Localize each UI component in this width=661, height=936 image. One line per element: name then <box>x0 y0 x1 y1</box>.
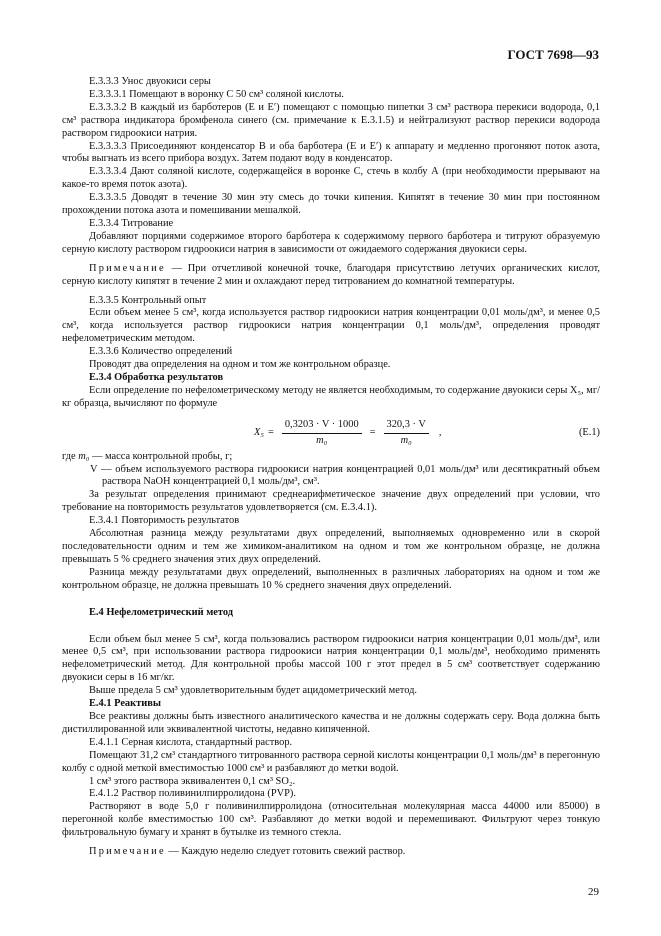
paragraph: Разница между результатами двух определений, выполненных в различных лабораториях на одном и том же контрольном образце, не должна превышать 10 % среднего значения двух определений. <box>62 566 600 591</box>
formula-fraction <box>384 419 429 448</box>
paragraph: Е.4.1.1 Серная кислота, стандартный раствор. <box>89 736 293 748</box>
paragraph: Е.3.3.5 Контрольный опыт <box>89 294 207 306</box>
note-text: — Каждую неделю следует готовить свежий раствор. <box>165 846 406 858</box>
paragraph: Е.3.3.6 Количество определений <box>89 346 233 358</box>
term-m0: m₀ <box>78 450 90 462</box>
page-number: 29 <box>588 886 599 898</box>
note-label: Примечание <box>89 262 166 274</box>
definition-text: — объем используемого раствора гидроокиси натрия концентрацией 0,01 моль/дм³ или десятикратный объем раствора NaOH концентрацией 0,1 моль/дм³, см³. <box>97 463 600 488</box>
paragraph: Е.3.3.3.4 Дают соляной кислоте, содержащейся в воронке С, стечь в колбу А (при необходимости прерывают на какое-то время поток азота). <box>62 166 600 191</box>
paragraph: Е.4.1.2 Раствор поливинилпирролидона (PVP). <box>89 788 296 800</box>
formula-fraction <box>282 419 362 448</box>
formula-denominator: m₀ <box>316 434 328 446</box>
paragraph: Все реактивы должны быть известного аналитического качества и не должны содержать серу. Вода должна быть дистиллированной или эквивалентной чистоты, недавно кипяченной. <box>62 710 600 735</box>
note <box>62 846 600 859</box>
paragraph: Помещают 31,2 см³ стандартного титрованного раствора серной кислоты концентрации 0,1 моль/дм³ в перегонную колбу с одной меткой вместимостью 1000 см³ и разбавляют до метки водой. <box>62 749 600 774</box>
formula-equals: = <box>369 426 376 438</box>
note-text: — При отчетливой конечной точке, благодаря присутствию летучих органических кислот, серную кислоту кипятят в течение 2 мин и охлаждают перед титрованием до комнатной температуры. <box>62 262 600 287</box>
formula-lhs: X₅ <box>254 426 264 438</box>
paragraph: Е.3.4.1 Повторимость результатов <box>89 515 240 527</box>
term-v: V <box>90 463 98 475</box>
definition-m0 <box>62 451 600 464</box>
paragraph: Проводят два определения на одном и том же контрольном образце. <box>89 359 391 371</box>
paragraph: Выше предела 5 см³ удовлетворительным будет ацидометрический метод. <box>89 685 417 697</box>
paragraph: Если объем менее 5 см³, когда используется раствор гидроокиси натрия концентрации 0,01 моль/дм³, и менее 0,5 см³, когда используется раствор гидроокиси натрия концентрации 0,1 моль/дм³, определения проводят нефелометрическим методом. <box>62 307 600 345</box>
page-header-standard-code: ГОСТ 7698—93 <box>507 47 599 62</box>
paragraph: Е.3.3.3.5 Доводят в течение 30 мин эту смесь до точки кипения. Кипятят в течение 30 мин при постоянном прохождении потока азота и помешивании мешалкой. <box>62 192 600 217</box>
formula-number: (Е.1) <box>578 426 600 438</box>
paragraph: Если объем был менее 5 см³, когда пользовались раствором гидроокиси натрия концентрации 0,01 моль/дм³, или менее 0,5 см³, при использовании раствора гидроокиси натрия концентрации 0,1 моль/дм³, необходимо применять нефелометрический метод. Для контрольной пробы массой 100 г этот предел в 5 см³ соответствует содержанию двуокиси серы в 16 мг/кг. <box>62 633 600 684</box>
paragraph: 1 см³ этого раствора эквивалентен 0,1 см³ SO₂. <box>89 775 296 787</box>
formula-equals: = <box>267 426 274 438</box>
definition-v <box>62 464 600 490</box>
paragraph: Абсолютная разница между результатами двух определений, выполняемых одновременно или в скорой последовательности одним и тем же химиком-аналитиком на одном и том же контрольном образце, не должна превышать 5 % среднего значения этих двух определений. <box>62 528 600 565</box>
paragraph: Если определение по нефелометрическому методу не является необходимым, то содержание двуокиси серы X₅, мг/кг образца, вычисляют по формуле <box>62 384 600 409</box>
paragraph: Е.3.3.3 Унос двуокиси серы <box>89 76 211 87</box>
definition-text: — масса контрольной пробы, г; <box>89 450 233 462</box>
formula-numerator: 0,3203 · V · 1000 <box>282 419 362 434</box>
formula-denominator: m₀ <box>400 434 412 446</box>
paragraph: Е.3.3.3.2 В каждый из барботеров (Е и Е′) помещают с помощью пипетки 3 см³ раствора перекиси водорода, 0,1 см³ раствора индикатора бромфенола синего (см. примечание к Е.3.1.5) и нейтрализуют раствор перекиси водорода раствором гидроокиси натрия. <box>62 101 600 139</box>
section-heading: Е.3.4 Обработка результатов <box>89 371 224 383</box>
page-body <box>62 76 600 859</box>
section-heading: Е.4 Нефелометрический метод <box>89 606 234 618</box>
section-heading: Е.4.1 Реактивы <box>89 698 161 710</box>
paragraph: Е.3.3.3.1 Помещают в воронку С 50 см³ соляной кислоты. <box>89 88 344 100</box>
where-label: где <box>62 450 76 462</box>
paragraph: За результат определения принимают среднеарифметическое значение двух определений при условии, что требование на повторимость результатов удовлетворяется (см. Е.3.4.1). <box>62 489 600 514</box>
paragraph: Добавляют порциями содержимое второго барботера к содержимому первого барботера и титруют образуемую серную кислоту раствором гидроокиси натрия в зависимости от ожидаемого содержания двуокиси серы. <box>62 230 600 255</box>
formula-e1 <box>62 415 600 449</box>
formula-numerator: 320,3 · V <box>384 419 429 434</box>
note-label: Примечание <box>89 846 166 858</box>
paragraph: Е.3.3.3.3 Присоединяют конденсатор В и оба барботера (Е и Е′) к аппарату и медленно прогоняют поток азота, чтобы выгнать из всего прибора воздух. Затем подают воду в конденсатор. <box>62 140 600 165</box>
note <box>62 263 600 289</box>
paragraph: Е.3.3.4 Титрование <box>89 217 174 229</box>
paragraph: Растворяют в воде 5,0 г поливинилпирролидона (относительная молекулярная масса 44000 или 85000) в перегонной колбе вместимостью 100 см³. Разбавляют до метки водой и перемешивают. Фильтруют через тонкую фильтровальную бумагу и хранят в бутылке из темного стекла. <box>62 801 600 839</box>
formula-comma: , <box>438 426 442 438</box>
